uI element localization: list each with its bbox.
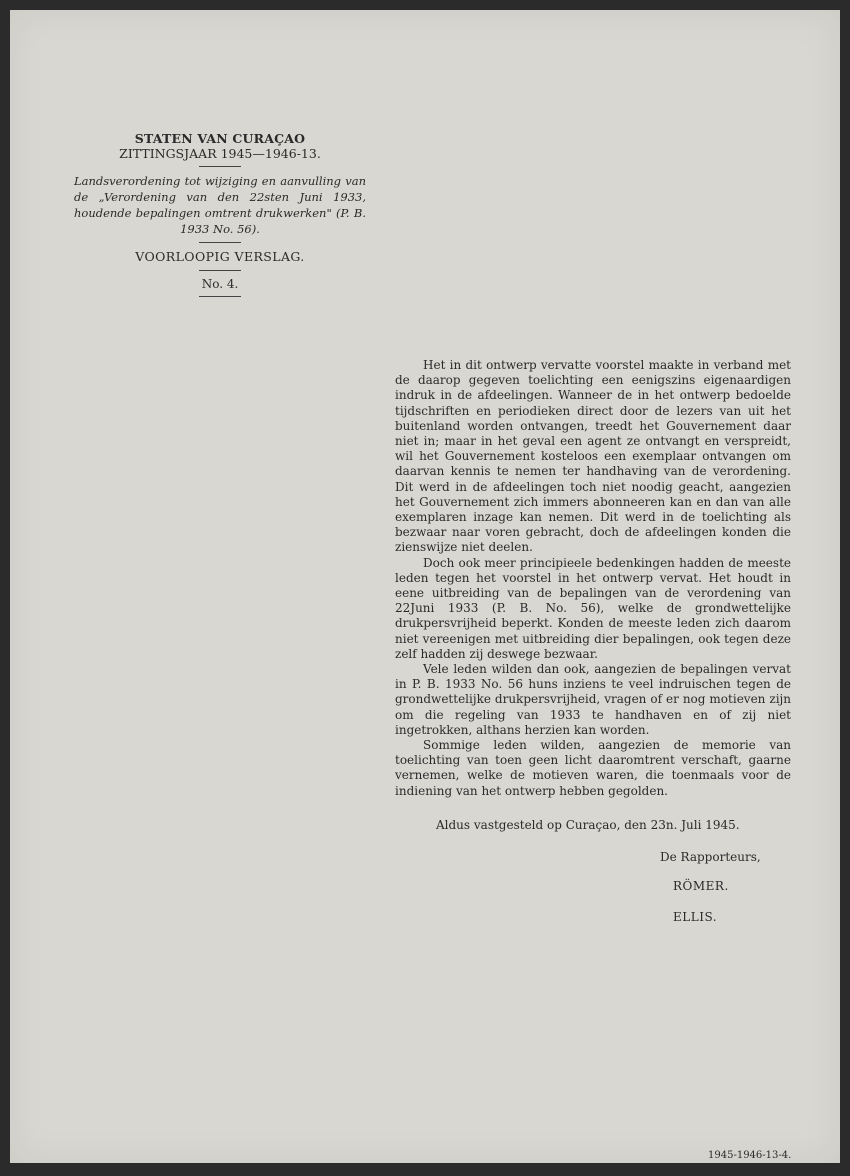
signatory-name: RÖMER. — [673, 879, 729, 893]
document-reference: 1945-1946-13-4. — [708, 1150, 792, 1161]
divider — [199, 166, 241, 167]
document-page — [10, 10, 840, 1163]
rapporteurs-title: De Rapporteurs, — [660, 850, 761, 864]
ordinance-title: Landsverordening tot wijziging en aanvulling van de „Verordening van den 22sten Juni 1933, houdende bepalingen omtrent drukwerken" (P. B. 1933 No. 56). — [74, 174, 366, 236]
closing-statement: Aldus vastgesteld op Curaçao, den 23n. Juli 1945. — [436, 818, 740, 832]
report-type: VOORLOOPIG VERSLAG. — [135, 249, 305, 264]
divider — [199, 270, 241, 271]
signatory-name: ELLIS. — [673, 910, 718, 924]
paragraph: Vele leden wilden dan ook, aangezien de bepalingen vervat in P. B. 1933 No. 56 huns inziens te veel indruischen tegen de grondwettelijke drukpersvrijheid, vragen of er nog motieven zijn om die regeling van 1933 te handhaven en of zij niet ingetrokken, althans herzien kan worden. — [395, 662, 791, 737]
divider — [199, 296, 241, 297]
report-number: No. 4. — [201, 277, 239, 291]
divider — [199, 242, 241, 243]
paragraph: Doch ook meer principieele bedenkingen hadden de meeste leden tegen het voorstel in het ontwerp vervat. Het houdt in eene uitbreiding van de bepalingen van de verordening van 22Juni 1933 (P. B. No. 56), welke de grondwettelijke drukpersvrijheid beperkt. Konden de meeste leden zich daarom niet vereenigen met uitbreiding dier bepalingen, ook tegen deze zelf hadden zij deswege bezwaar. — [395, 555, 791, 661]
session-year: ZITTINGSJAAR 1945—1946-13. — [119, 146, 321, 161]
paragraph: Het in dit ontwerp vervatte voorstel maakte in verband met de daarop gegeven toelichting een eenigszins eigenaardigen indruk in de afdeelingen. Wanneer de in het ontwerp bedoelde tijdschriften en periodieken direct door de lezers van uit het buitenland worden ontvangen, treedt het Gouvernement daar niet in; maar in het geval een agent ze ontvangt en verspreidt, wil het Gouvernement kosteloos een exemplaar ontvangen om daarvan kennis te nemen ter handhaving van de verordening. Dit werd in de afdeelingen toch niet noodig geacht, aangezien het Gouvernement zich immers abonneeren kan en dan van alle exemplaren inzage kan nemen. Dit werd in de toelichting als bezwaar naar voren gebracht, doch de afdeelingen konden die zienswijze niet deelen. — [395, 358, 791, 555]
organization-title: STATEN VAN CURAÇAO — [134, 131, 306, 146]
report-body — [395, 358, 791, 799]
paragraph: Sommige leden wilden, aangezien de memorie van toelichting van toen geen licht daaromtrent verschaft, gaarne vernemen, welke de motieven waren, die toenmaals voor de indiening van het ontwerp hebben gegolden. — [395, 738, 791, 798]
document-header — [72, 126, 368, 303]
